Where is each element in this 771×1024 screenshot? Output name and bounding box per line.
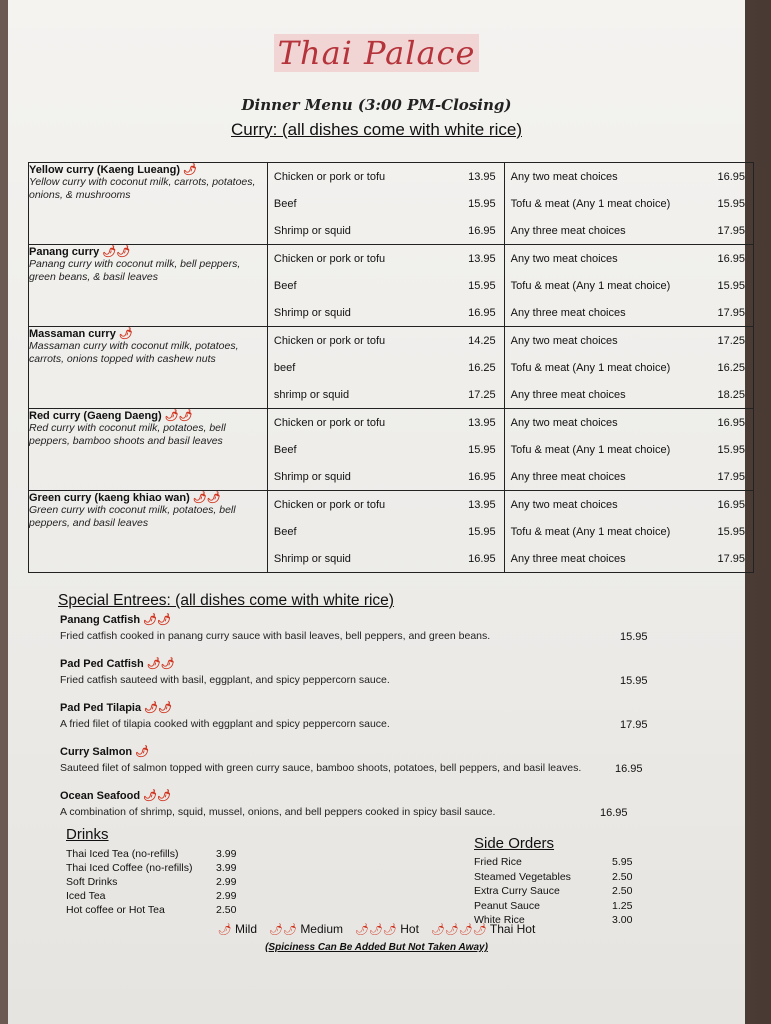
spice-level-label: Medium: [300, 922, 343, 936]
special-entree: [60, 789, 700, 818]
combo-label: Tofu & meat (Any 1 meat choice): [510, 279, 671, 292]
curry-combo: [505, 190, 753, 217]
curry-combo: [505, 299, 753, 326]
curry-option: [268, 163, 504, 190]
curry-table: [28, 162, 754, 573]
chili-icon: 🌶🌶: [146, 658, 175, 670]
curry-name-text: Massaman curry: [29, 328, 116, 340]
curry-name-text: Yellow curry (Kaeng Lueang): [29, 164, 180, 176]
chili-icon: 🌶🌶: [143, 790, 172, 802]
combo-label: Any two meat choices: [510, 416, 618, 429]
option-price: 14.25: [468, 334, 496, 347]
spice-level: [218, 922, 257, 936]
curry-combo: [505, 381, 753, 408]
curry-dish-cell: [29, 163, 268, 245]
curry-name: [29, 163, 267, 176]
option-label: Chicken or pork or tofu: [273, 170, 386, 183]
chili-icon: 🌶🌶🌶🌶: [430, 924, 487, 936]
side-row: [474, 871, 632, 886]
side-price: 2.50: [612, 885, 633, 897]
curry-description: Green curry with coconut milk, potatoes, bell peppers, and basil leaves: [29, 504, 236, 529]
spice-level-label: Hot: [400, 922, 419, 936]
combo-label: Tofu & meat (Any 1 meat choice): [510, 361, 671, 374]
special-name-text: Panang Catfish: [60, 614, 141, 626]
special-price: 15.95: [620, 675, 648, 687]
side-price: 2.50: [612, 870, 633, 883]
option-label: beef: [273, 361, 296, 374]
curry-row: [29, 163, 754, 245]
curry-combo: [505, 272, 753, 299]
curry-combos-cell: [504, 327, 753, 409]
curry-combos-cell: [504, 163, 753, 245]
special-description: A fried filet of tilapia cooked with eggplant and spicy peppercorn sauce.: [60, 718, 390, 730]
restaurant-title-text: Thai Palace: [274, 34, 480, 72]
special-entree: [60, 745, 700, 774]
combo-price: 17.95: [717, 552, 745, 565]
special-description: Fried catfish sauteed with basil, eggplant, and spicy peppercorn sauce.: [60, 674, 390, 686]
drink-row: [66, 862, 236, 876]
side-name: White Rice: [474, 914, 525, 926]
special-name-text: Pad Ped Tilapia: [60, 702, 142, 714]
restaurant-title: [8, 34, 745, 72]
special-price: 17.95: [620, 719, 648, 731]
chili-icon: 🌶🌶: [144, 702, 173, 714]
spice-level-label: Thai Hot: [489, 922, 536, 936]
curry-combo: [505, 354, 753, 381]
menu-subtitle: Dinner Menu (3:00 PM-Closing): [241, 96, 512, 114]
curry-combos-cell: [504, 245, 753, 327]
combo-price: 17.25: [717, 334, 745, 347]
option-price: 16.25: [468, 361, 496, 374]
special-name: [60, 657, 700, 670]
option-label: shrimp or squid: [273, 388, 350, 401]
chili-icon: 🌶🌶🌶: [355, 924, 397, 936]
option-label: Beef: [273, 443, 297, 456]
curry-name-text: Red curry (Gaeng Daeng): [29, 410, 162, 422]
curry-combo: [505, 217, 753, 244]
drink-row: [66, 848, 236, 862]
chili-icon: 🌶: [183, 164, 198, 176]
special-entrees-heading: Special Entrees: (all dishes come with white rice): [58, 592, 394, 609]
option-price: 16.95: [468, 552, 496, 565]
side-price: 5.95: [612, 856, 633, 868]
option-label: Shrimp or squid: [273, 552, 351, 565]
curry-option: [268, 299, 504, 326]
chili-icon: 🌶: [135, 746, 150, 758]
side-name: Fried Rice: [474, 856, 522, 868]
option-label: Shrimp or squid: [273, 306, 351, 319]
curry-option: [268, 436, 504, 463]
curry-description: Panang curry with coconut milk, bell peppers, green beans, & basil leaves: [29, 258, 241, 283]
curry-name-text: Panang curry: [29, 246, 100, 258]
drink-price: 2.99: [216, 890, 237, 902]
curry-combo: [505, 409, 753, 436]
chili-icon: 🌶🌶: [164, 410, 193, 422]
curry-heading: Curry: (all dishes come with white rice): [231, 120, 522, 139]
special-entree: [60, 613, 700, 642]
curry-option: [268, 245, 504, 272]
curry-combo: [505, 545, 753, 572]
curry-options-cell: [267, 163, 504, 245]
special-price: 15.95: [620, 631, 648, 643]
curry-dish-cell: [29, 409, 268, 491]
side-price: 1.25: [612, 899, 633, 912]
curry-combo: [505, 463, 753, 490]
combo-price: 16.95: [717, 252, 745, 265]
side-orders-list: [474, 856, 632, 929]
chili-icon: 🌶: [217, 924, 232, 936]
option-label: Beef: [273, 525, 297, 538]
drink-price: 2.99: [216, 876, 237, 888]
combo-price: 16.95: [717, 170, 745, 183]
combo-label: Tofu & meat (Any 1 meat choice): [510, 443, 671, 456]
curry-dish-cell: [29, 327, 268, 409]
curry-row: [29, 327, 754, 409]
menu-paper: [8, 0, 745, 1024]
side-row: [474, 856, 632, 871]
curry-name: [29, 245, 267, 258]
curry-option: [268, 190, 504, 217]
combo-price: 15.95: [717, 279, 745, 292]
chili-icon: 🌶🌶: [269, 924, 297, 936]
curry-row: [29, 245, 754, 327]
curry-row: [29, 409, 754, 491]
side-name: Extra Curry Sauce: [474, 885, 560, 897]
combo-price: 15.95: [717, 443, 745, 456]
curry-name: [29, 409, 267, 422]
combo-label: Any two meat choices: [510, 170, 618, 183]
drink-row: [66, 890, 236, 904]
spice-legend: [8, 922, 745, 936]
special-description: Sauteed filet of salmon topped with green curry sauce, bamboo shoots, potatoes, bell peppers, and basil leaves.: [60, 762, 582, 774]
special-name: [60, 701, 700, 714]
combo-price: 16.95: [717, 498, 745, 511]
curry-combos-cell: [504, 491, 753, 573]
option-price: 13.95: [468, 170, 496, 183]
spice-level: [269, 922, 343, 936]
curry-combos-cell: [504, 409, 753, 491]
side-name: Steamed Vegetables: [474, 870, 571, 883]
combo-label: Any three meat choices: [510, 552, 626, 565]
option-price: 15.95: [468, 197, 496, 210]
combo-label: Any three meat choices: [510, 224, 626, 237]
option-label: Shrimp or squid: [273, 470, 351, 483]
option-price: 15.95: [468, 443, 496, 456]
combo-label: Any three meat choices: [510, 388, 626, 401]
drink-name: Thai Iced Coffee (no-refills): [66, 862, 193, 874]
curry-options-cell: [267, 245, 504, 327]
option-price: 13.95: [468, 252, 496, 265]
curry-option: [268, 272, 504, 299]
curry-option: [268, 491, 504, 518]
curry-name-text: Green curry (kaeng khiao wan): [29, 492, 190, 504]
curry-option: [268, 381, 504, 408]
side-row: [474, 900, 632, 915]
combo-price: 17.95: [717, 470, 745, 483]
curry-option: [268, 217, 504, 244]
curry-dish-cell: [29, 245, 268, 327]
combo-label: Any three meat choices: [510, 306, 626, 319]
special-description: A combination of shrimp, squid, mussel, onions, and bell peppers cooked in spicy basil sauce.: [60, 806, 496, 818]
spice-level: [355, 922, 419, 936]
drinks-list: [66, 848, 236, 918]
curry-dish-cell: [29, 491, 268, 573]
drink-name: Soft Drinks: [66, 876, 118, 888]
curry-name: [29, 327, 267, 340]
combo-price: 17.95: [717, 306, 745, 319]
side-price: 3.00: [612, 914, 633, 926]
drinks-heading: Drinks: [66, 826, 109, 843]
curry-name: [29, 491, 267, 504]
drink-price: 3.99: [216, 848, 237, 860]
option-label: Beef: [273, 279, 297, 292]
drink-name: Hot coffee or Hot Tea: [66, 904, 165, 916]
option-price: 17.25: [468, 388, 496, 401]
combo-price: 16.95: [717, 416, 745, 429]
curry-option: [268, 354, 504, 381]
combo-label: Tofu & meat (Any 1 meat choice): [510, 197, 671, 210]
curry-combo: [505, 327, 753, 354]
option-price: 13.95: [468, 416, 496, 429]
option-label: Shrimp or squid: [273, 224, 351, 237]
chili-icon: 🌶🌶: [143, 614, 172, 626]
option-label: Beef: [273, 197, 297, 210]
option-price: 16.95: [468, 224, 496, 237]
option-label: Chicken or pork or tofu: [273, 416, 386, 429]
chili-icon: 🌶: [118, 328, 133, 340]
combo-label: Any two meat choices: [510, 498, 618, 511]
drink-name: Iced Tea: [66, 890, 106, 902]
curry-combo: [505, 436, 753, 463]
drink-row: [66, 904, 236, 918]
option-price: 15.95: [468, 279, 496, 292]
combo-price: 16.25: [717, 361, 745, 374]
special-name: [60, 789, 700, 802]
option-price: 13.95: [468, 498, 496, 511]
combo-label: Any two meat choices: [510, 252, 618, 265]
option-label: Chicken or pork or tofu: [273, 252, 386, 265]
drink-name: Thai Iced Tea (no-refills): [66, 848, 179, 860]
curry-combo: [505, 245, 753, 272]
special-description: Fried catfish cooked in panang curry sauce with basil leaves, bell peppers, and green beans.: [60, 630, 491, 642]
curry-options-cell: [267, 491, 504, 573]
special-price: 16.95: [615, 763, 643, 775]
combo-label: Any three meat choices: [510, 470, 626, 483]
curry-description: Yellow curry with coconut milk, carrots, potatoes, onions, & mushrooms: [29, 176, 256, 201]
curry-combo: [505, 518, 753, 545]
curry-combo: [505, 491, 753, 518]
option-price: 15.95: [468, 525, 496, 538]
curry-description: Red curry with coconut milk, potatoes, bell peppers, bamboo shoots and basil leaves: [29, 422, 226, 447]
special-name-text: Curry Salmon: [60, 746, 133, 758]
curry-option: [268, 545, 504, 572]
special-name-text: Ocean Seafood: [60, 790, 141, 802]
curry-options-cell: [267, 327, 504, 409]
side-name: Peanut Sauce: [474, 899, 540, 912]
curry-options-cell: [267, 409, 504, 491]
special-entree: [60, 657, 700, 686]
curry-description: Massaman curry with coconut milk, potatoes, carrots, onions topped with cashew nuts: [29, 340, 239, 365]
chili-icon: 🌶🌶: [192, 492, 221, 504]
combo-label: Any two meat choices: [510, 334, 618, 347]
spice-level: [431, 922, 535, 936]
curry-option: [268, 463, 504, 490]
special-name: [60, 613, 700, 626]
option-price: 16.95: [468, 470, 496, 483]
side-orders-heading: Side Orders: [474, 835, 555, 852]
curry-combo: [505, 163, 753, 190]
curry-option: [268, 409, 504, 436]
combo-price: 17.95: [717, 224, 745, 237]
drink-price: 3.99: [216, 862, 237, 874]
special-entree: [60, 701, 700, 730]
combo-price: 18.25: [717, 388, 745, 401]
option-price: 16.95: [468, 306, 496, 319]
drink-price: 2.50: [216, 904, 237, 916]
combo-price: 15.95: [717, 525, 745, 538]
special-name-text: Pad Ped Catfish: [60, 658, 144, 670]
combo-label: Tofu & meat (Any 1 meat choice): [510, 525, 671, 538]
spice-note: (Spiciness Can Be Added But Not Taken Away): [265, 942, 488, 953]
curry-row: [29, 491, 754, 573]
side-row: [474, 885, 632, 900]
option-label: Chicken or pork or tofu: [273, 498, 386, 511]
combo-price: 15.95: [717, 197, 745, 210]
chili-icon: 🌶🌶: [102, 246, 131, 258]
curry-option: [268, 327, 504, 354]
spice-level-label: Mild: [235, 922, 258, 936]
curry-option: [268, 518, 504, 545]
special-name: [60, 745, 700, 758]
drink-row: [66, 876, 236, 890]
special-price: 16.95: [600, 807, 628, 819]
option-label: Chicken or pork or tofu: [273, 334, 386, 347]
